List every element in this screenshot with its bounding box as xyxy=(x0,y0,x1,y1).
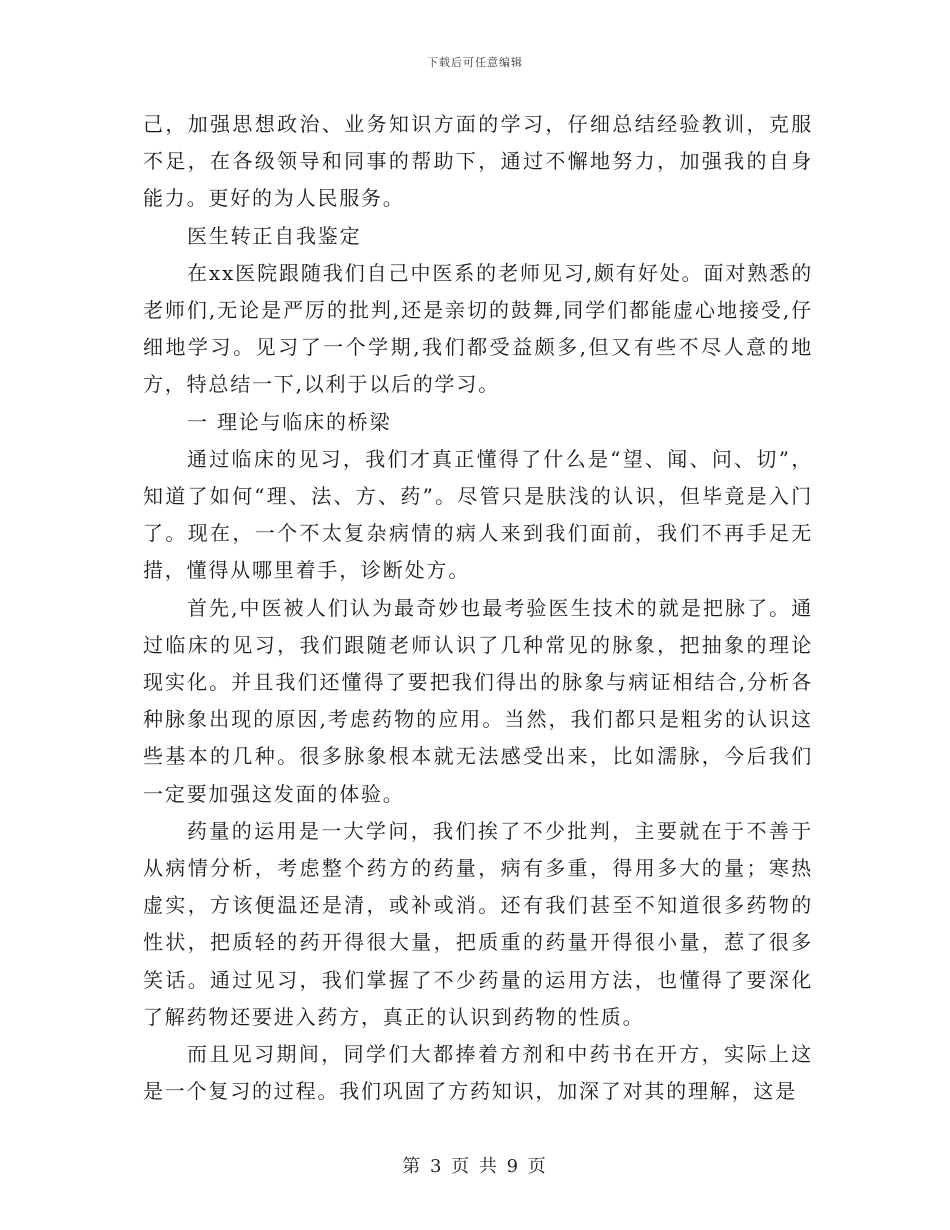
section-heading: 一 理论与临床的桥梁 xyxy=(187,409,392,434)
page-number: 第 3 页 共 9 页 xyxy=(402,1156,548,1177)
paragraph: 己，加强思想政治、业务知识方面的学习，仔细总结经验教训，克服不足，在各级领导和同事的帮助下，通过不懈地努力，加强我的自身能力。更好的为人民服务。 xyxy=(143,112,813,211)
paragraph: 药量的运用是一大学问，我们挨了不少批判，主要就在于不善于从病情分析，考虑整个药方的药量，病有多重，得用多大的量；寒热虚实，方该便温还是清，或补或消。还有我们甚至不知道很多药物的性状，把质轻的药开得很大量，把质重的药量开得很小量，惹了很多笑话。通过见习，我们掌握了不少药量的运用方法，也懂得了要深化了解药物还要进入药方，真正的认识到药物的性质。 xyxy=(143,818,813,1029)
header-note: 下载后可任意编辑 xyxy=(427,56,523,69)
paragraph: 而且见习期间，同学们大都捧着方剂和中药书在开方，实际上这是一个复习的过程。我们巩固了方药知识，加深了对其的理解，这是 xyxy=(143,1042,813,1104)
paragraph: 通过临床的见习，我们才真正懂得了什么是“望、闻、问、切”，知道了如何“理、法、方、药”。尽管只是肤浅的认识，但毕竟是入门了。现在，一个不太复杂病情的病人来到我们面前，我们不再手足无措，懂得从哪里着手，诊断处方。 xyxy=(143,446,813,583)
paragraph: 首先,中医被人们认为最奇妙也最考验医生技术的就是把脉了。通过临床的见习，我们跟随老师认识了几种常见的脉象，把抽象的理论现实化。并且我们还懂得了要把我们得出的脉象与病证相结合,分析各种脉象出现的原因,考虑药物的应用。当然，我们都只是粗劣的认识这些基本的几种。很多脉象根本就无法感受出来，比如濡脉，今后我们一定要加强这发面的体验。 xyxy=(143,595,813,806)
section-title: 医生转正自我鉴定 xyxy=(187,223,362,248)
body-text xyxy=(143,106,813,1110)
paragraph: 在xx医院跟随我们自己中医系的老师见习,颇有好处。面对熟悉的老师们,无论是严厉的批判,还是亲切的鼓舞,同学们都能虚心地接受,仔细地学习。见习了一个学期,我们都受益颇多,但又有些不尽人意的地方，特总结一下,以利于以后的学习。 xyxy=(143,260,813,397)
